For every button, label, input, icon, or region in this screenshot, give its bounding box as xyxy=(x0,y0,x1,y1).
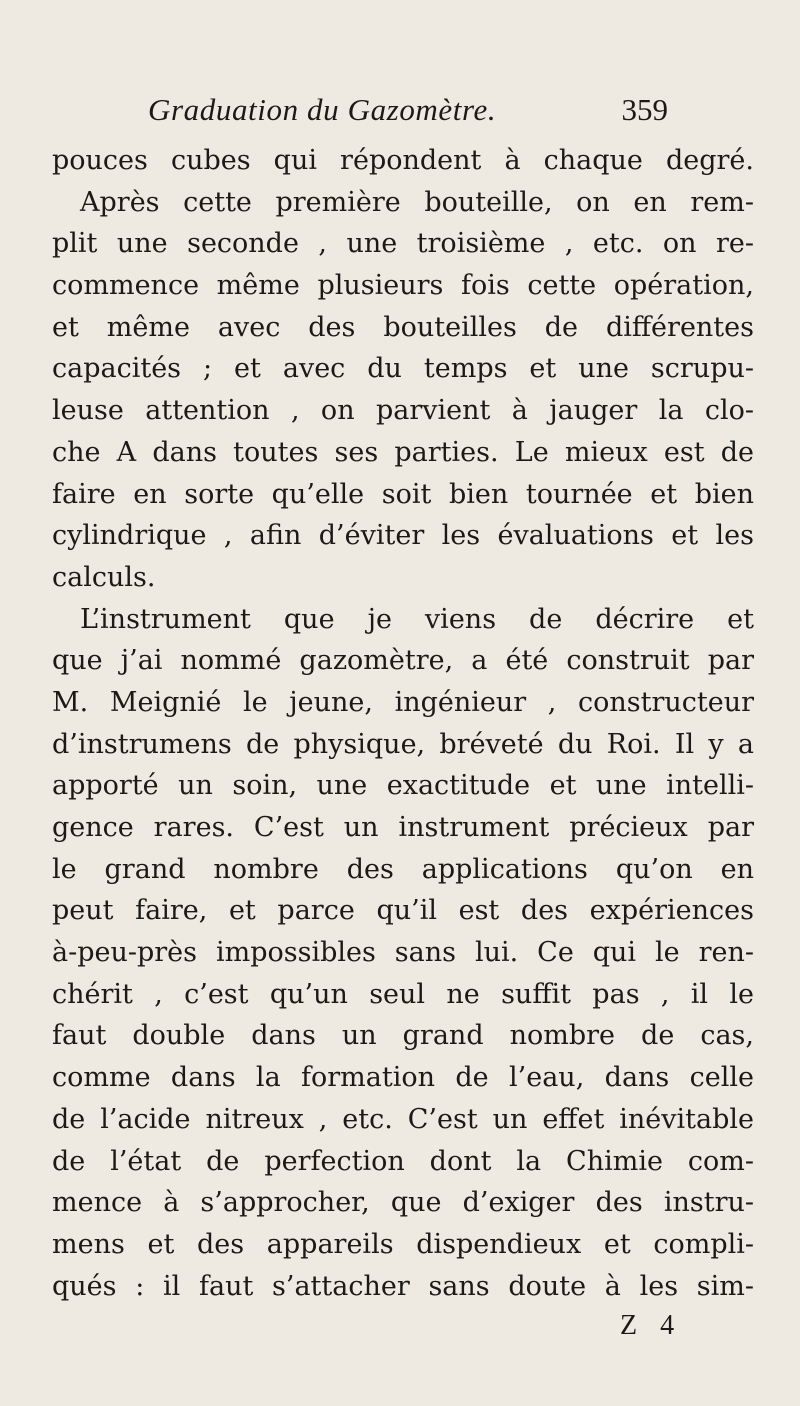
text-line: faut double dans un grand nombre de cas, xyxy=(52,1020,754,1052)
text-line: que j’ai nommé gazomètre, a été construit par xyxy=(52,645,754,677)
text-line: calculs. xyxy=(52,561,156,593)
text-line: che A dans toutes ses parties. Le mieux est de xyxy=(52,436,754,468)
text-line: qués : il faut s’attacher sans doute à les sim- xyxy=(52,1270,754,1302)
running-title: Graduation du Gazomètre. xyxy=(148,92,497,127)
text-line: et même avec des bouteilles de différentes xyxy=(52,311,754,343)
text-line: M. Meignié le jeune, ingénieur , constructeur xyxy=(52,686,754,718)
text-line: de l’état de perfection dont la Chimie com- xyxy=(52,1145,754,1177)
text-line: leuse attention , on parvient à jauger la clo- xyxy=(52,395,754,427)
text-line: gence rares. C’est un instrument précieux par xyxy=(52,812,754,843)
text-line: cylindrique , afin d’éviter les évaluations et les xyxy=(52,520,754,552)
text-line: le grand nombre des applications qu’on en xyxy=(52,853,754,885)
text-line: L’instrument que je viens de décrire et xyxy=(80,603,754,635)
text-line: à-peu-près impossibles sans lui. Ce qui le ren- xyxy=(52,937,754,969)
text-line: apporté un soin, une exactitude et une intelli- xyxy=(52,770,754,802)
text-line: capacités ; et avec du temps et une scrupu- xyxy=(52,353,754,385)
body-text xyxy=(52,140,754,1307)
text-line: chérit , c’est qu’un seul ne suffit pas , il le xyxy=(52,978,754,1010)
text-line: de l’acide nitreux , etc. C’est un effet inévitable xyxy=(52,1103,754,1135)
text-line: Après cette première bouteille, on en rem- xyxy=(80,186,754,218)
text-line: comme dans la formation de l’eau, dans celle xyxy=(52,1062,754,1094)
page-header xyxy=(148,92,668,132)
text-line: commence même plusieurs fois cette opération, xyxy=(52,270,754,302)
page-number: 359 xyxy=(621,92,668,127)
text-line: pouces cubes qui répondent à chaque degré. xyxy=(52,145,754,176)
text-line: peut faire, et parce qu’il est des expériences xyxy=(52,895,754,927)
text-line: faire en sorte qu’elle soit bien tournée et bien xyxy=(52,478,754,510)
text-line: mens et des appareils dispendieux et compli- xyxy=(52,1228,754,1260)
text-line: plit une seconde , une troisième , etc. on re- xyxy=(52,228,754,260)
text-line: d’instrumens de physique, bréveté du Roi. Il y a xyxy=(52,728,754,760)
text-line: mence à s’approcher, que d’exiger des instru- xyxy=(52,1187,754,1219)
signature-mark: Z 4 xyxy=(620,1310,683,1341)
